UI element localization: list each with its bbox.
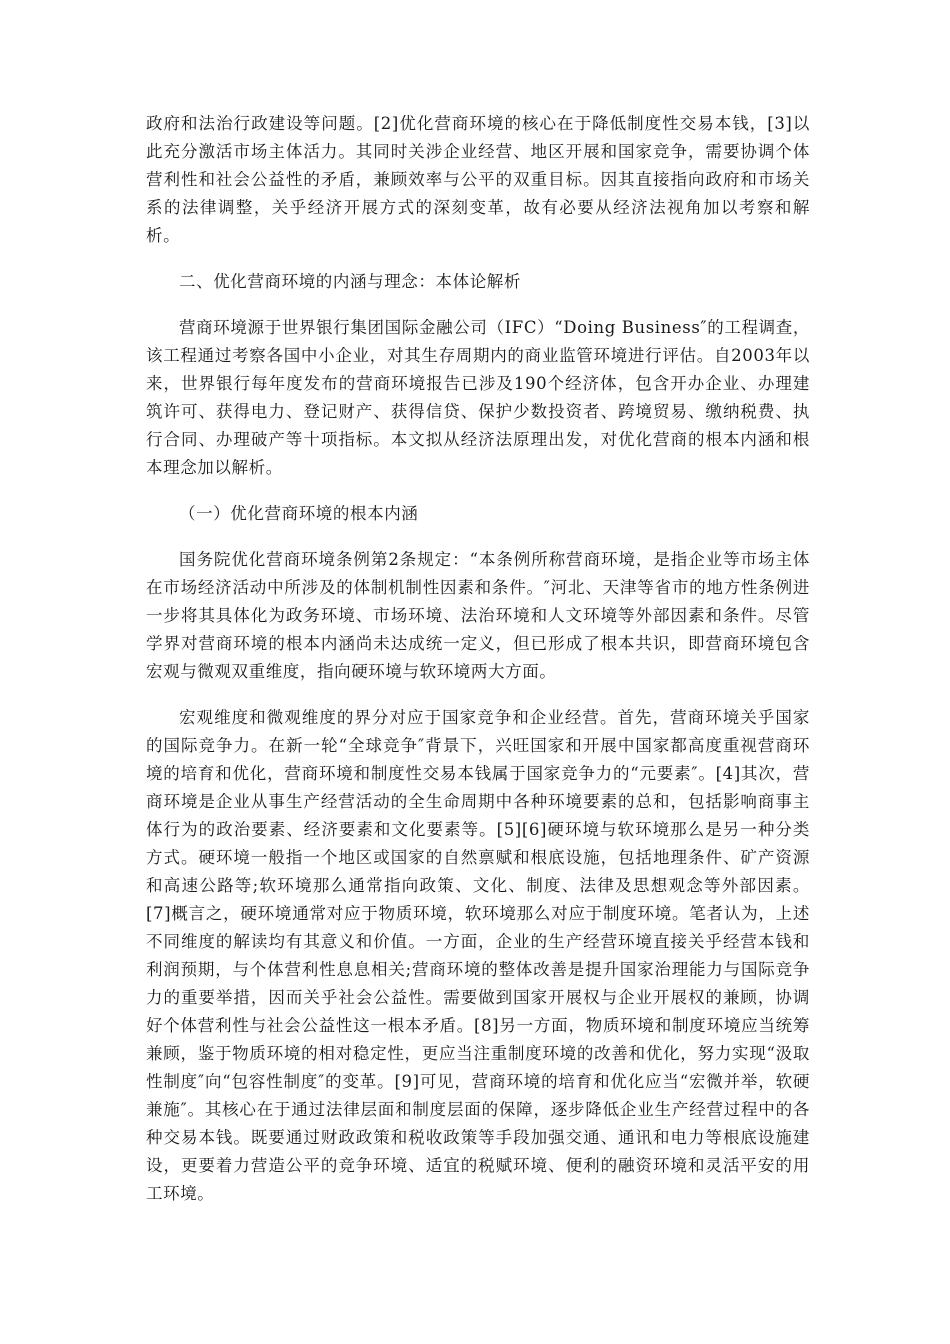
paragraph-gap [146,686,810,704]
paragraph-gap [146,250,810,268]
paragraph-doing-business: 营商环境源于世界银行集团国际金融公司（IFC）“Doing Business″的工程调查，该工程通过考察各国中小企业，对其生存周期内的商业监管环境进行评估。自2003年以来，世界银行每年度发布的营商环境报告已涉及190个经济体，包含开办企业、办理建筑许可、获得电力、登记财产、获得信贷、保护少数投资者、跨境贸易、缴纳税费、执行合同、办理破产等十项指标。本文拟从经济法原理出发，对优化营商的根本内涵和根本理念加以解析。 [146,318,810,477]
document-body [146,110,810,1208]
paragraph-regulation-definition: 国务院优化营商环境条例第2条规定：“本条例所称营商环境，是指企业等市场主体在市场经济活动中所涉及的体制机制性因素和条件。″河北、天津等省市的地方性条例进一步将其具体化为政务环境、市场环境、法治环境和人文环境等外部因素和条件。尽管学界对营商环境的根本内涵尚未达成统一定义，但已形成了根本共识，即营商环境包含宏观与微观双重维度，指向硬环境与软环境两大方面。 [146,550,810,681]
section-heading-2: 二、优化营商环境的内涵与理念：本体论解析 [179,272,521,291]
paragraph-macro-micro: 宏观维度和微观维度的界分对应于国家竞争和企业经营。首先，营商环境关乎国家的国际竞争力。在新一轮“全球竞争″背景下，兴旺国家和开展中国家都高度重视营商环境的培育和优化，营商环境和制度性交易本钱属于国家竞争力的“元要素″。[4]其次，营商环境是企业从事生产经营活动的全生命周期中各种环境要素的总和，包括影响商事主体行为的政治要素、经济要素和文化要素等。[5][6]硬环境与软环境那么是另一种分类方式。硬环境一般指一个地区或国家的自然禀赋和根底设施，包括地理条件、矿产资源和高速公路等;软环境那么通常指向政策、文化、制度、法律及思想观念等外部因素。[7]概言之，硬环境通常对应于物质环境，软环境那么对应于制度环境。笔者认为，上述不同维度的解读均有其意义和价值。一方面，企业的生产经营环境直接关乎经营本钱和利润预期，与个体营利性息息相关;营商环境的整体改善是提升国家治理能力与国际竞争力的重要举措，因而关乎社会公益性。需要做到国家开展权与企业开展权的兼顾，协调好个体营利性与社会公益性这一根本矛盾。[8]另一方面，物质环境和制度环境应当统筹兼顾，鉴于物质环境的相对稳定性，更应当注重制度环境的改善和优化，努力实现“汲取性制度″向“包容性制度″的变革。[9]可见，营商环境的培育和优化应当“宏微并举，软硬兼施″。其核心在于通过法律层面和制度层面的保障，逐步降低企业生产经营过程中的各种交易本钱。既要通过财政政策和税收政策等手段加强交通、通讯和电力等根底设施建设，更要着力营造公平的竞争环境、适宜的税赋环境、便利的融资环境和灵活平安的用工环境。 [146,708,810,1203]
paragraph-continuation: 政府和法治行政建设等问题。[2]优化营商环境的核心在于降低制度性交易本钱，[3]以此充分激活市场主体活力。其同时关涉企业经营、地区开展和国家竞争，需要协调个体营利性和社会公益性的矛盾，兼顾效率与公平的双重目标。因其直接指向政府和市场关系的法律调整，关乎经济开展方式的深刻变革，故有必要从经济法视角加以考察和解析。 [146,114,810,245]
paragraph-gap [146,296,810,314]
paragraph-gap [146,528,810,546]
subsection-heading-1: （一）优化营商环境的根本内涵 [179,504,419,523]
paragraph-gap [146,482,810,500]
